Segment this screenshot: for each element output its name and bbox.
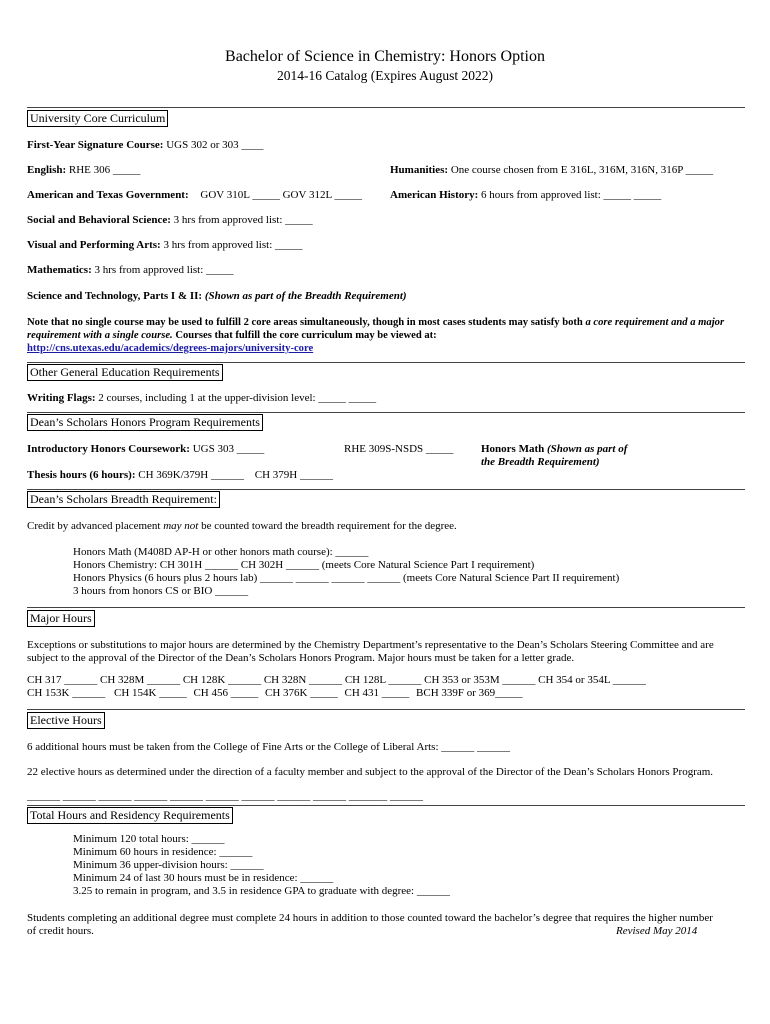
breadth-item: Honors Chemistry: CH 301H ______ CH 302H ______ (meets Core Natural Science Part I requirement) <box>73 559 535 571</box>
total-item: Minimum 36 upper-division hours: ______ <box>73 859 264 871</box>
credit-note-emphasis: may not <box>163 520 199 532</box>
rhe-value: RHE 309S-NSDS _____ <box>344 443 454 455</box>
math-label: Mathematics: <box>27 264 92 276</box>
flags-label: Writing Flags: <box>27 392 96 404</box>
catalog-subtitle: 2014-16 Catalog (Expires August 2022) <box>277 68 493 83</box>
breadth-item: Honors Math (M408D AP-H or other honors math course): ______ <box>73 546 369 558</box>
major-course: CH 353 or 353M ______ <box>424 674 536 686</box>
total-item: 3.25 to remain in program, and 3.5 in residence GPA to graduate with degree: ______ <box>73 885 450 897</box>
major-course: CH 153K ______ <box>27 687 106 699</box>
section-heading-elective: Elective Hours <box>27 712 105 729</box>
intro-value: UGS 303 _____ <box>192 443 265 455</box>
core-curriculum-link[interactable]: http://cns.utexas.edu/academics/degrees-majors/university-core <box>27 343 314 354</box>
core-note <box>27 316 745 355</box>
honors-math-remark: (Shown as part of the Breadth Requirement) <box>481 443 628 468</box>
sci-value: (Shown as part of the Breadth Requirement) <box>204 290 407 302</box>
humanities-row <box>390 164 713 177</box>
section-heading-breadth: Dean’s Scholars Breadth Requirement: <box>27 491 220 508</box>
major-course: CH 328M ______ <box>100 674 181 686</box>
visual-label: Visual and Performing Arts: <box>27 239 161 251</box>
visual-value: 3 hrs from approved list: _____ <box>163 239 303 251</box>
major-course: CH 431 _____ <box>344 687 410 699</box>
mathematics-row <box>27 264 234 277</box>
divider <box>27 107 745 108</box>
page-title: Bachelor of Science in Chemistry: Honors Option <box>225 48 545 65</box>
american-texas-gov-row <box>27 189 362 202</box>
thesis-value-2: CH 379H ______ <box>254 469 333 481</box>
math-value: 3 hrs from approved list: _____ <box>94 264 234 276</box>
social-label: Social and Behavioral Science: <box>27 214 171 226</box>
section-heading-core: University Core Curriculum <box>27 110 168 127</box>
divider <box>27 709 745 710</box>
science-tech-row <box>27 290 407 303</box>
signature-label: First-Year Signature Course: <box>27 139 164 151</box>
english-label: English: <box>27 164 67 176</box>
major-course: CH 376K _____ <box>265 687 338 699</box>
section-heading-gened: Other General Education Requirements <box>27 364 223 381</box>
american-history-row <box>390 189 661 202</box>
amtx-label: American and Texas Government: <box>27 189 189 201</box>
credit-note-end: be counted toward the breadth requirement for the degree. <box>198 520 457 532</box>
breadth-item: Honors Physics (6 hours plus 2 hours lab) ______ ______ ______ ______ (meets Core Natural Science Part II requirement) <box>73 572 620 584</box>
footer-note-line-2: of credit hours. <box>27 925 94 937</box>
intro-label: Introductory Honors Coursework: <box>27 443 190 455</box>
amhist-label: American History: <box>390 189 479 201</box>
honors-math-label: Honors Math <box>481 443 545 455</box>
section-heading-major: Major Hours <box>27 610 95 627</box>
section-heading-total: Total Hours and Residency Requirements <box>27 807 233 824</box>
thesis-row <box>27 469 333 482</box>
total-item: Minimum 24 of last 30 hours must be in residence: ______ <box>73 872 334 884</box>
sci-label: Science and Technology, Parts I & II: <box>27 290 203 302</box>
major-row-1 <box>27 674 646 687</box>
amtx-value: GOV 310L _____ GOV 312L _____ <box>200 189 363 201</box>
intro-honors-row <box>27 443 264 456</box>
flags-value: 2 courses, including 1 at the upper-division level: _____ _____ <box>98 392 377 404</box>
major-course: CH 128L ______ <box>344 674 422 686</box>
social-value: 3 hrs from approved list: _____ <box>173 214 313 226</box>
amhist-value: 6 hours from approved list: _____ _____ <box>481 189 662 201</box>
major-course: CH 154K _____ <box>113 687 187 699</box>
core-note-emphasis: a core requirement and a major requirement with a single course. <box>27 317 725 341</box>
divider <box>27 805 745 806</box>
divider <box>27 362 745 363</box>
major-course: CH 328N ______ <box>263 674 343 686</box>
major-row-2 <box>27 687 523 700</box>
core-note-text-2: Courses that fulfill the core curriculum may be viewed at: <box>175 330 437 341</box>
major-exceptions: Exceptions or substitutions to major hours are determined by the Chemistry Department’s representative to the Dean’s Scholars Steering Committee and are subject to the approval of the Director of the Dean’s Scholars Honors Program. Major hours must be taken for a letter grade. <box>27 639 714 664</box>
honors-math-note <box>481 443 641 469</box>
major-course: CH 317 ______ <box>27 674 98 686</box>
major-course: CH 354 or 354L ______ <box>538 674 646 686</box>
thesis-label: Thesis hours (6 hours): <box>27 469 136 481</box>
major-course: CH 128K ______ <box>182 674 262 686</box>
footer-note-line-1: Students completing an additional degree must complete 24 hours in addition to those counted toward the bachelor’s degree that requires the higher number <box>27 912 713 924</box>
signature-course-row <box>27 139 263 152</box>
divider <box>27 489 745 490</box>
elective-line-1: 6 additional hours must be taken from the College of Fine Arts or the College of Liberal Arts: ______ ______ <box>27 741 511 753</box>
major-course: CH 456 _____ <box>193 687 259 699</box>
breadth-credit-note <box>27 520 457 533</box>
credit-note-start: Credit by advanced placement <box>27 520 164 532</box>
core-note-text: Note that no single course may be used to fulfill 2 core areas simultaneously, though in most cases students may satisfy both <box>27 317 583 328</box>
elective-blanks: ______ ______ ______ ______ ______ ______ ______ ______ ______ _______ ______ <box>27 790 423 802</box>
divider <box>27 412 745 413</box>
breadth-item: 3 hours from honors CS or BIO ______ <box>73 585 249 597</box>
visual-arts-row <box>27 239 303 252</box>
total-item: Minimum 60 hours in residence: ______ <box>73 846 253 858</box>
total-item: Minimum 120 total hours: ______ <box>73 833 225 845</box>
elective-line-2: 22 elective hours as determined under the direction of a faculty member and subject to the approval of the Director of the Dean’s Scholars Honors Program. <box>27 766 714 778</box>
writing-flags-row <box>27 392 376 405</box>
section-heading-honors: Dean’s Scholars Honors Program Requirements <box>27 414 263 431</box>
humanities-label: Humanities: <box>390 164 449 176</box>
english-value: RHE 306 _____ <box>68 164 141 176</box>
divider <box>27 607 745 608</box>
major-course: BCH 339F or 369_____ <box>416 687 523 699</box>
social-science-row <box>27 214 313 227</box>
revised-date: Revised May 2014 <box>616 925 698 937</box>
signature-value: UGS 302 or 303 ____ <box>166 139 264 151</box>
humanities-value: One course chosen from E 316L, 316M, 316N, 316P _____ <box>450 164 714 176</box>
english-row <box>27 164 140 177</box>
thesis-value: CH 369K/379H ______ <box>138 469 244 481</box>
